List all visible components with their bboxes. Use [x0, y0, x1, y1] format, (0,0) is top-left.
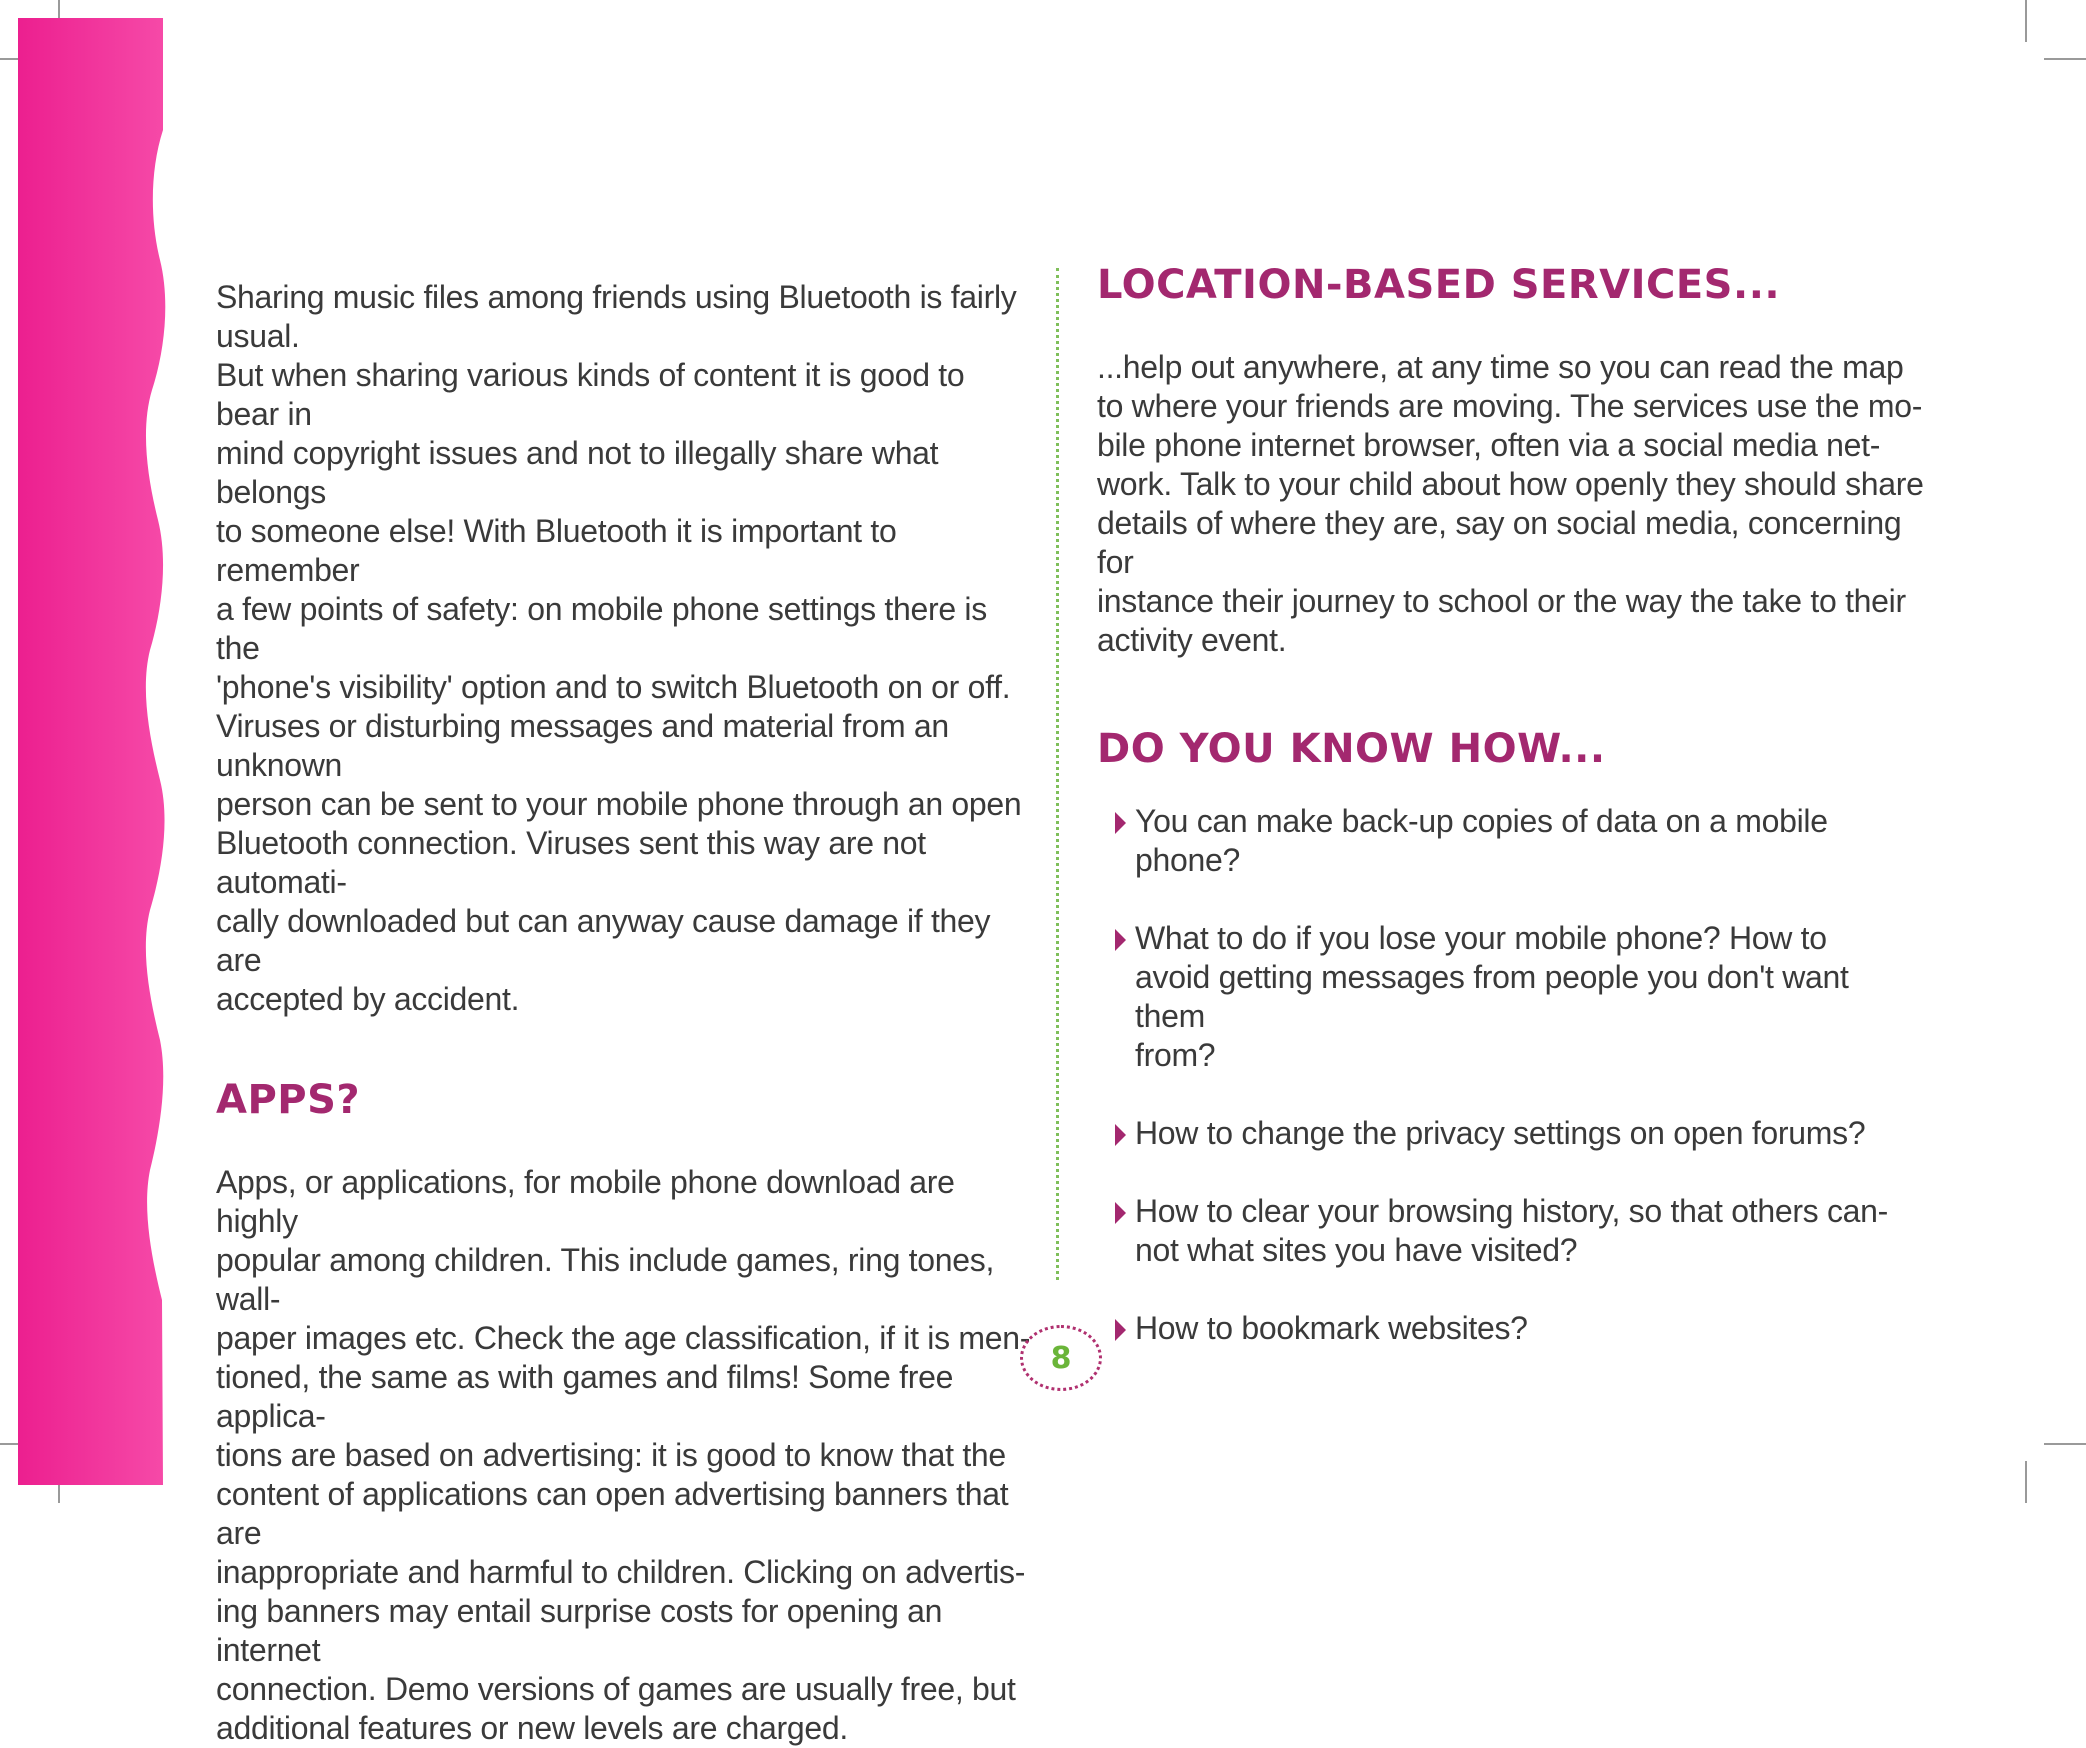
text-line: paper images etc. Check the age classification, if it is men- — [216, 1320, 1031, 1356]
text-line: bile phone internet browser, often via a social media net- — [1097, 427, 1881, 463]
text-line: content of applications can open advertising banners that are — [216, 1476, 1009, 1551]
list-item — [1127, 1192, 1927, 1270]
left-column — [216, 278, 1031, 1748]
triangle-bullet-icon — [1115, 1202, 1126, 1224]
text-line: mind copyright issues and not to illegally share what belongs — [216, 435, 939, 510]
bluetooth-paragraph — [216, 278, 1031, 1019]
text-line: Apps, or applications, for mobile phone download are highly — [216, 1164, 955, 1239]
text-line: to someone else! With Bluetooth it is important to remember — [216, 513, 897, 588]
text-line: a few points of safety: on mobile phone settings there is the — [216, 591, 987, 666]
text-line: tions are based on advertising: it is good to know that the — [216, 1437, 1006, 1473]
page-number-badge — [1020, 1325, 1102, 1391]
question-text: You can make back-up copies of data on a mobile phone? — [1135, 803, 1828, 878]
text-line: tioned, the same as with games and films! Some free applica- — [216, 1359, 954, 1434]
crop-mark-top-right-v — [2025, 0, 2027, 42]
question-text: from? — [1135, 1037, 1216, 1073]
text-line: connection. Demo versions of games are usually free, but — [216, 1671, 1016, 1707]
text-line: ing banners may entail surprise costs for opening an internet — [216, 1593, 943, 1668]
apps-paragraph — [216, 1163, 1031, 1748]
text-line: ...help out anywhere, at any time so you can read the map — [1097, 349, 1904, 385]
list-item — [1127, 1309, 1927, 1348]
text-line: Sharing music files among friends using Bluetooth is fairly usual. — [216, 279, 1017, 354]
text-line: instance their journey to school or the way the take to their — [1097, 583, 1906, 619]
triangle-bullet-icon — [1115, 1124, 1126, 1146]
list-item — [1127, 802, 1927, 880]
text-line: work. Talk to your child about how openly they should share — [1097, 466, 1924, 502]
list-item — [1127, 919, 1927, 1075]
question-list — [1097, 802, 1927, 1348]
text-line: activity event. — [1097, 622, 1287, 658]
triangle-bullet-icon — [1115, 812, 1126, 834]
pink-wave-strip — [0, 0, 175, 1503]
text-line: Bluetooth connection. Viruses sent this way are not automati- — [216, 825, 926, 900]
question-text: How to change the privacy settings on open forums? — [1135, 1115, 1866, 1151]
crop-mark-bottom-right-v — [2025, 1461, 2027, 1503]
location-paragraph — [1097, 348, 1927, 660]
know-how-heading: DO YOU KNOW HOW... — [1097, 726, 1606, 772]
text-line: person can be sent to your mobile phone through an open — [216, 786, 1022, 822]
location-heading: LOCATION-BASED SERVICES... — [1097, 262, 1781, 308]
text-line: inappropriate and harmful to children. Clicking on advertis- — [216, 1554, 1026, 1590]
text-line: Viruses or disturbing messages and material from an unknown — [216, 708, 949, 783]
text-line: details of where they are, say on social media, concerning for — [1097, 505, 1902, 580]
crop-mark-top-right-h — [2044, 58, 2086, 60]
question-text: How to bookmark websites? — [1135, 1310, 1528, 1346]
column-divider — [1056, 268, 1059, 1280]
text-line: accepted by accident. — [216, 981, 520, 1017]
page-number: 8 — [1050, 1340, 1072, 1376]
question-text: What to do if you lose your mobile phone? How to — [1135, 920, 1827, 956]
question-text: avoid getting messages from people you don't want them — [1135, 959, 1849, 1034]
triangle-bullet-icon — [1115, 929, 1126, 951]
list-item — [1127, 1114, 1927, 1153]
text-line: But when sharing various kinds of content it is good to bear in — [216, 357, 965, 432]
text-line: cally downloaded but can anyway cause damage if they are — [216, 903, 991, 978]
triangle-bullet-icon — [1115, 1319, 1126, 1341]
text-line: 'phone's visibility' option and to switch Bluetooth on or off. — [216, 669, 1011, 705]
question-text: How to clear your browsing history, so that others can- — [1135, 1193, 1889, 1229]
text-line: additional features or new levels are charged. — [216, 1710, 848, 1746]
text-line: to where your friends are moving. The services use the mo- — [1097, 388, 1923, 424]
right-column — [1097, 260, 1927, 1387]
crop-mark-bottom-right-h — [2044, 1443, 2086, 1445]
text-line: popular among children. This include games, ring tones, wall- — [216, 1242, 995, 1317]
question-text: not what sites you have visited? — [1135, 1232, 1578, 1268]
apps-heading: APPS? — [216, 1077, 361, 1123]
